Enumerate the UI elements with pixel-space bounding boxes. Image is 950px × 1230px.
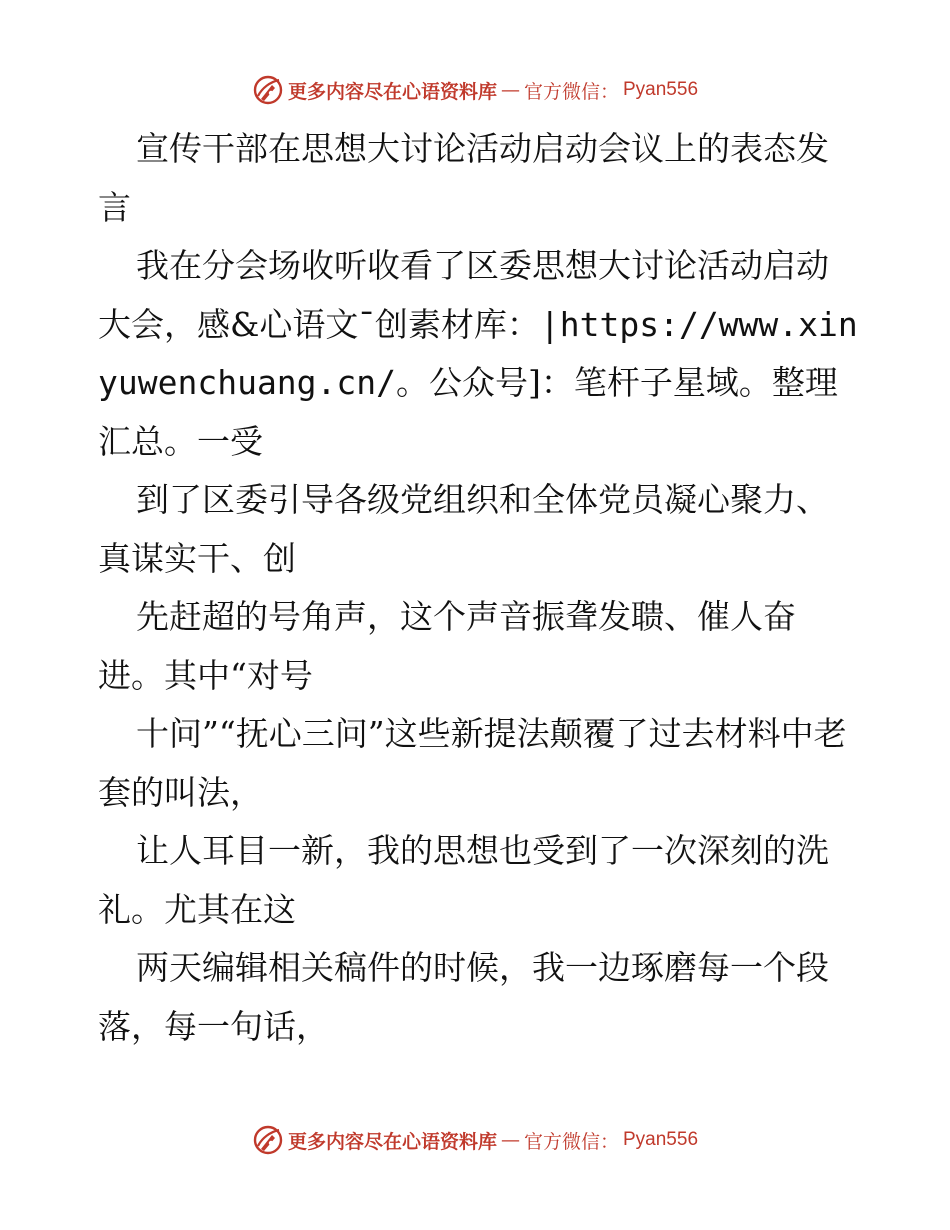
paragraph-5: 让人耳目一新，我的思想也受到了一次深刻的洗礼。尤其在这 bbox=[98, 831, 829, 929]
pen-circle-logo-icon bbox=[252, 1124, 284, 1156]
paragraph-1-lead: 我在分会场收听收看了区委思想大讨论活动启动大会，感&心语文¯创素材库： bbox=[98, 246, 829, 344]
paragraph-3: 先赶超的号角声，这个声音振聋发聩、催人奋进。其中“对号 bbox=[98, 597, 796, 695]
footer-banner bbox=[0, 1120, 950, 1160]
header-site-text: 更多内容尽在心语资料库 bbox=[287, 80, 497, 103]
paragraph-1 bbox=[98, 237, 858, 471]
header-dash: — bbox=[500, 79, 520, 101]
footer-wechat-id: Pyan556 bbox=[623, 1129, 699, 1150]
source-link[interactable]: |https://www.xinyuwenchuang.cn/ bbox=[98, 304, 858, 402]
paragraph-1-tail: 。公众号]：笔杆子星域。整理汇总。一受 bbox=[98, 363, 838, 461]
document-body bbox=[98, 120, 858, 1056]
header-banner bbox=[0, 70, 950, 110]
footer-site-text: 更多内容尽在心语资料库 bbox=[287, 1130, 497, 1153]
footer-banner-inner bbox=[252, 1124, 698, 1156]
header-wechat-label: 官方微信： bbox=[523, 80, 619, 103]
header-wechat-id: Pyan556 bbox=[623, 79, 699, 100]
header-banner-inner bbox=[252, 74, 698, 106]
paragraph-4: 十问”“抚心三问”这些新提法颠覆了过去材料中老套的叫法， bbox=[98, 714, 847, 812]
paragraph-6: 两天编辑相关稿件的时候，我一边琢磨每一个段落，每一句话， bbox=[98, 948, 829, 1046]
pen-circle-logo-icon bbox=[252, 74, 284, 106]
footer-wechat-label: 官方微信： bbox=[523, 1130, 619, 1153]
paragraph-2: 到了区委引导各级党组织和全体党员凝心聚力、真谋实干、创 bbox=[98, 480, 829, 578]
document-title: 宣传干部在思想大讨论活动启动会议上的表态发言 bbox=[98, 129, 829, 227]
footer-dash: — bbox=[500, 1129, 520, 1151]
